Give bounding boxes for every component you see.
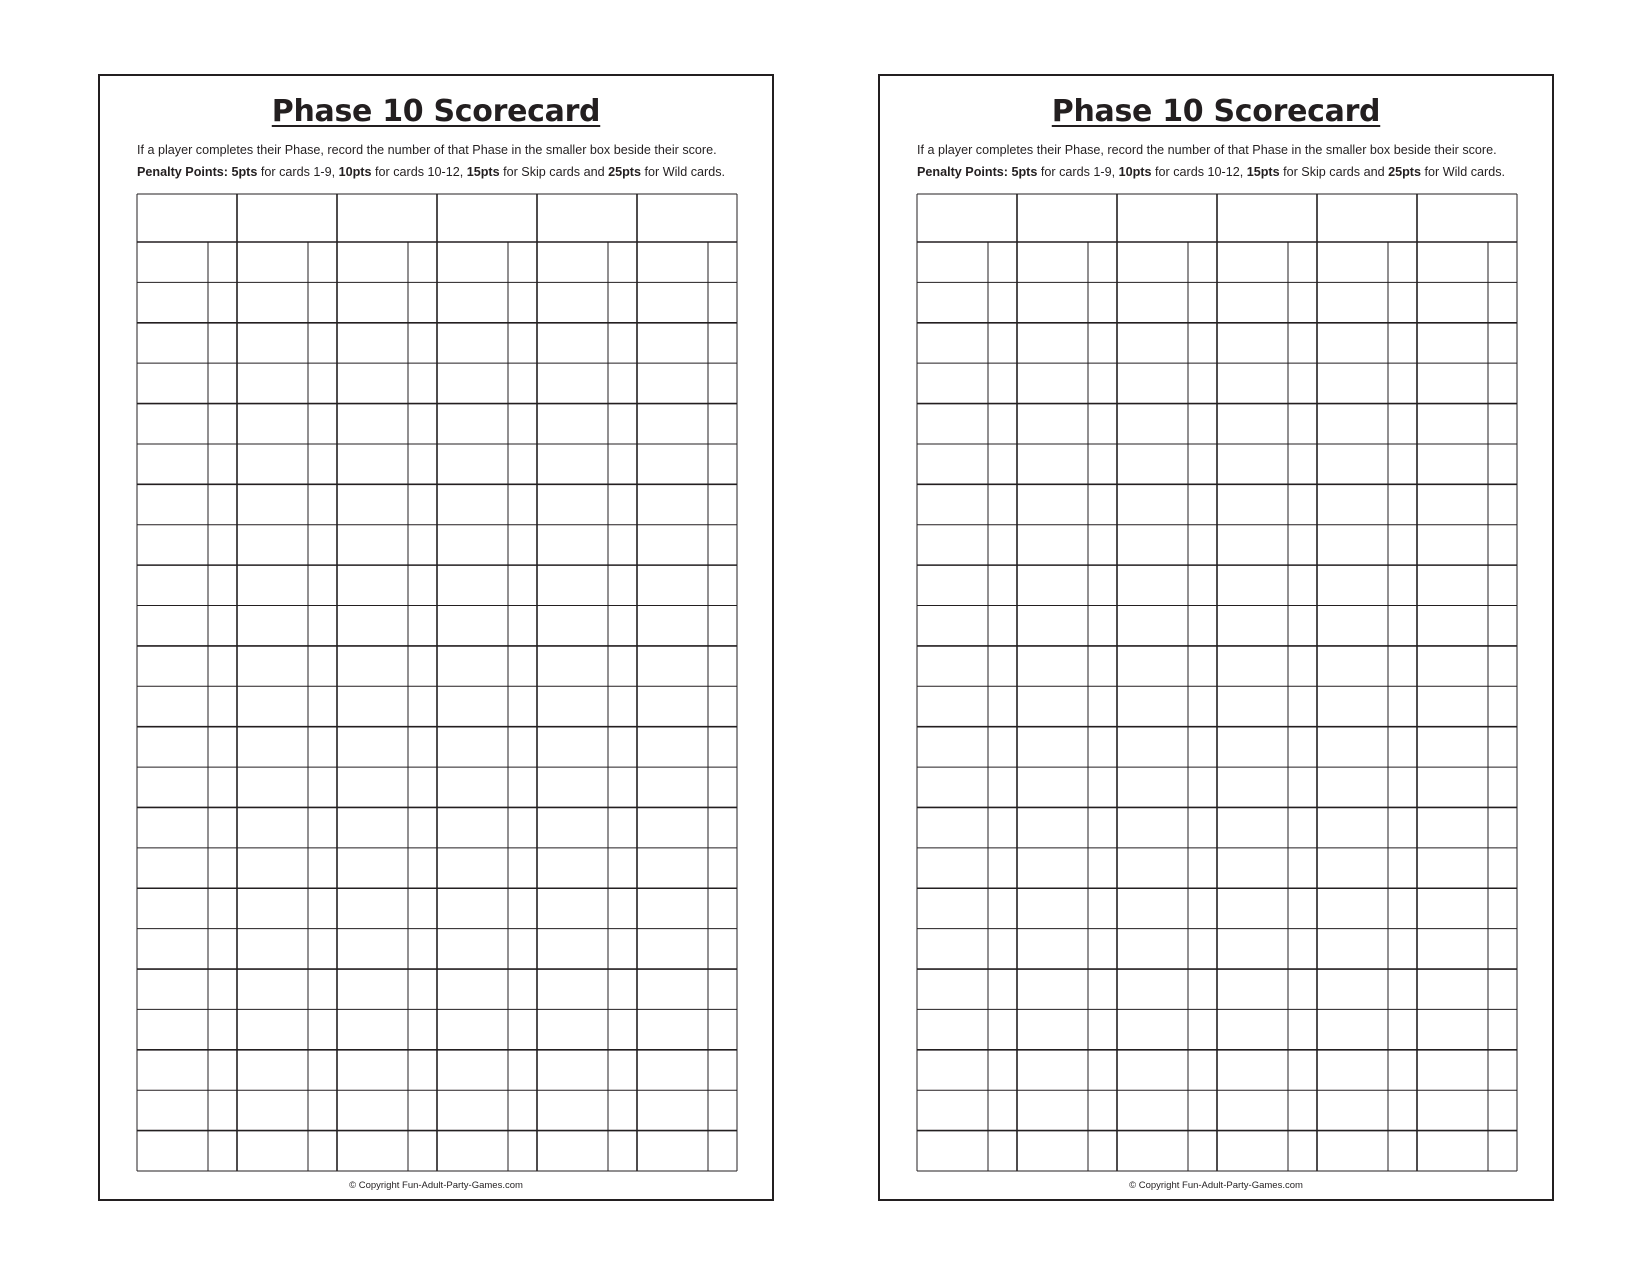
penalty-desc: for cards 1-9, <box>1037 165 1119 179</box>
penalty-desc: for cards 10-12, <box>1151 165 1247 179</box>
penalty-value: 10pts <box>1118 165 1152 179</box>
penalty-label: Penalty Points: <box>917 165 1008 179</box>
instruction-text: If a player completes their Phase, record the number of that Phase in the smaller box beside their score. <box>137 143 717 157</box>
penalty-value: 25pts <box>1388 165 1422 179</box>
penalty-desc: for cards 10-12, <box>371 165 467 179</box>
score-grid[interactable] <box>917 194 1517 1171</box>
copyright-text: © Copyright Fun-Adult-Party-Games.com <box>349 1180 523 1191</box>
penalty-points-text <box>917 164 1527 180</box>
scorecard-title: Phase 10 Scorecard <box>1051 94 1381 129</box>
scorecard-right <box>878 74 1554 1201</box>
scorecard-title: Phase 10 Scorecard <box>271 94 601 129</box>
penalty-desc: for Wild cards. <box>641 165 725 179</box>
penalty-value: 10pts <box>338 165 372 179</box>
instruction-text: If a player completes their Phase, record the number of that Phase in the smaller box beside their score. <box>917 143 1497 157</box>
penalty-desc: for Skip cards and <box>499 165 609 179</box>
penalty-desc: for Skip cards and <box>1279 165 1389 179</box>
penalty-points-text <box>137 164 747 180</box>
penalty-value: 5pts <box>231 165 258 179</box>
penalty-value: 15pts <box>1246 165 1280 179</box>
copyright-text: © Copyright Fun-Adult-Party-Games.com <box>1129 1180 1303 1191</box>
penalty-value: 25pts <box>608 165 642 179</box>
penalty-label: Penalty Points: <box>137 165 228 179</box>
penalty-desc: for cards 1-9, <box>257 165 339 179</box>
scorecard-left <box>98 74 774 1201</box>
score-grid[interactable] <box>137 194 737 1171</box>
penalty-value: 5pts <box>1011 165 1038 179</box>
penalty-value: 15pts <box>466 165 500 179</box>
penalty-desc: for Wild cards. <box>1421 165 1505 179</box>
